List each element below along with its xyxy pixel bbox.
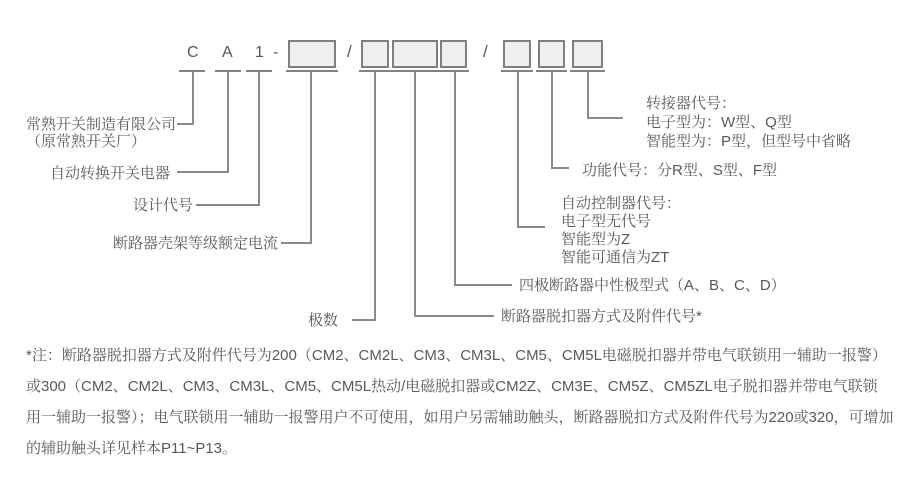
connector-trip-mode-h bbox=[414, 315, 494, 317]
callout-controller bbox=[561, 195, 681, 267]
note-line-3: 用一辅助一报警）；电气联锁用一辅助一报警用户不可使用，如用户另需辅助触头，断路器脱扣方式及附件代号为220或320，可增加 bbox=[26, 409, 894, 426]
code-box-controller bbox=[503, 40, 531, 68]
connector-frame-current-h bbox=[281, 242, 312, 244]
connector-neutral-pole-h bbox=[454, 284, 512, 286]
callout-auto-transfer: 自动转换开关电器 bbox=[49, 165, 170, 182]
code-char-a: A bbox=[222, 44, 233, 61]
code-separator-2: / bbox=[483, 42, 488, 61]
callout-design-code: 设计代号 bbox=[132, 197, 193, 214]
controller-line2: 电子型无代号 bbox=[561, 213, 652, 230]
adapter-line2: 电子型为：W型、Q型 bbox=[646, 114, 792, 131]
note-paragraph bbox=[26, 340, 894, 464]
connector-adapter-v bbox=[587, 72, 589, 119]
connector-controller-v bbox=[517, 72, 519, 228]
connector-neutral-pole-v bbox=[454, 72, 456, 286]
controller-line3: 智能型为Z bbox=[561, 231, 631, 248]
manufacturer-line2: （原常熟开关厂） bbox=[26, 133, 147, 150]
code-box-function bbox=[538, 40, 565, 68]
note-line-2: 或300（CM2、CM2L、CM3、CM3L、CM5、CM5L热动/电磁脱扣器或CM2Z、CM3E、CM5Z、CM5ZL电子脱扣器并带电气联锁 bbox=[26, 378, 878, 395]
code-separator-1: / bbox=[347, 42, 352, 61]
connector-function-h bbox=[551, 167, 569, 169]
connector-manufacturer-v bbox=[192, 72, 194, 125]
connector-poles-v bbox=[374, 72, 376, 321]
code-box-frame-current bbox=[288, 40, 336, 68]
adapter-line3: 智能型为：P型，但型号中省略 bbox=[646, 133, 852, 150]
controller-line1: 自动控制器代号： bbox=[561, 195, 682, 212]
connector-trip-mode-v bbox=[414, 72, 416, 317]
connector-controller-h bbox=[517, 226, 545, 228]
code-box-trip-mode bbox=[392, 40, 438, 68]
callout-frame-current: 断路器壳架等级额定电流 bbox=[112, 235, 278, 252]
manufacturer-line1: 常熟开关制造有限公司 bbox=[26, 116, 177, 133]
connector-manufacturer-h bbox=[177, 123, 194, 125]
connector-adapter-h bbox=[587, 117, 623, 119]
code-char-dash: - bbox=[273, 44, 279, 61]
code-char-1: 1 bbox=[255, 44, 264, 61]
connector-function-v bbox=[551, 72, 553, 169]
connector-auto-transfer-v bbox=[227, 72, 229, 173]
code-char-c: C bbox=[187, 44, 199, 61]
connector-poles-h bbox=[352, 319, 376, 321]
callout-manufacturer bbox=[26, 116, 176, 150]
adapter-line1: 转接器代号： bbox=[646, 95, 737, 112]
note-line-1: *注：断路器脱扣器方式及附件代号为200（CM2、CM2L、CM3、CM3L、CM5、CM5L电磁脱扣器并带电气联锁用一辅助一报警） bbox=[26, 347, 887, 364]
code-box-neutral-pole bbox=[440, 40, 467, 68]
callout-adapter bbox=[646, 94, 851, 151]
callout-poles: 极数 bbox=[307, 312, 338, 329]
callout-trip-mode: 断路器脱扣器方式及附件代号* bbox=[501, 308, 702, 325]
tick-under-frame-current bbox=[286, 70, 338, 72]
connector-design-code-h bbox=[196, 204, 260, 206]
callout-neutral-pole: 四极断路器中性极型式（A、B、C、D） bbox=[519, 277, 786, 294]
code-box-adapter bbox=[572, 40, 603, 68]
connector-design-code-v bbox=[258, 72, 260, 206]
callout-function: 功能代号：分R型、S型、F型 bbox=[582, 162, 778, 179]
controller-line4: 智能可通信为ZT bbox=[561, 249, 670, 266]
connector-auto-transfer-h bbox=[177, 171, 229, 173]
note-line-4: 的辅助触头详见样本P11~P13。 bbox=[26, 440, 238, 457]
connector-frame-current-v bbox=[310, 72, 312, 244]
code-box-poles bbox=[361, 40, 389, 68]
